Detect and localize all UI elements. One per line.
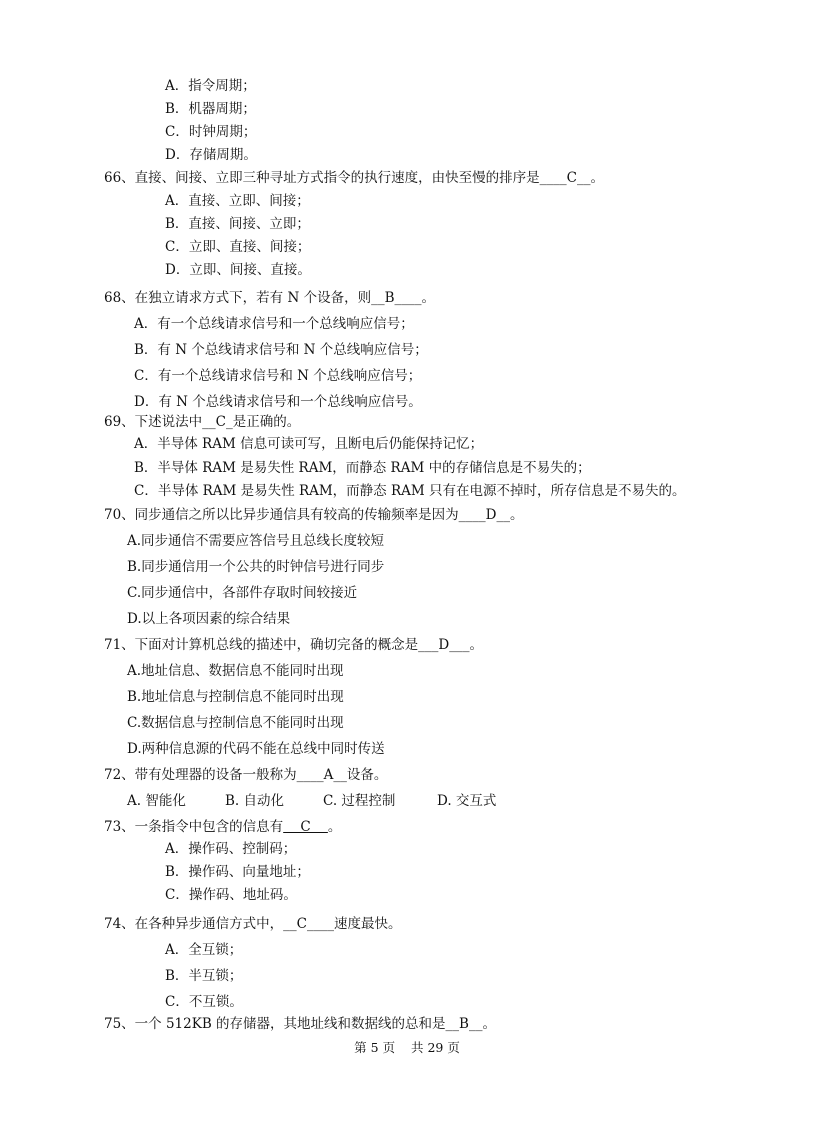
q65-option-c: C．时钟周期； — [165, 124, 257, 140]
q73-option-a: A．操作码、控制码； — [165, 841, 297, 857]
q73-prefix: 73、一条指令中包含的信息有 — [104, 819, 284, 835]
q68-question: 68、在独立请求方式下，若有 N 个设备，则__B____。 — [104, 290, 435, 306]
q69-option-a: A．半导体 RAM 信息可读可写，且断电后仍能保持记忆； — [134, 436, 484, 452]
q69-option-c: C．半导体 RAM 是易失性 RAM，而静态 RAM 只有在电源不掉时，所存信息是不易失的。 — [134, 483, 686, 499]
q68-option-a: A．有一个总线请求信号和一个总线响应信号； — [134, 316, 414, 332]
q69-option-b: B．半导体 RAM 是易失性 RAM，而静态 RAM 中的存储信息是不易失的； — [134, 460, 591, 476]
q66-option-a: A．直接、立即、间接； — [165, 193, 310, 209]
q71-option-b: B.地址信息与控制信息不能同时出现 — [127, 689, 344, 705]
q74-option-c: C．不互锁。 — [165, 994, 243, 1010]
q71-question: 71、下面对计算机总线的描述中，确切完备的概念是___D___。 — [104, 637, 484, 653]
q71-option-a: A.地址信息、数据信息不能同时出现 — [127, 663, 344, 679]
q65-option-d: D．存储周期。 — [165, 147, 257, 163]
q66-option-d: D．立即、间接、直接。 — [165, 262, 311, 278]
q73-suffix: 。 — [327, 819, 342, 835]
page-footer: 第 5 页 共 29 页 — [354, 1040, 460, 1055]
q68-option-b: B．有 N 个总线请求信号和 N 个总线响应信号； — [134, 342, 428, 358]
q68-option-c: C．有一个总线请求信号和 N 个总线响应信号； — [134, 368, 422, 384]
q71-option-d: D.两种信息源的代码不能在总线中同时传送 — [127, 741, 385, 757]
q70-option-b: B.同步通信用一个公共的时钟信号进行同步 — [127, 559, 385, 575]
q73-option-c: C．操作码、地址码。 — [165, 887, 297, 903]
q70-option-c: C.同步通信中，各部件存取时间较接近 — [127, 585, 358, 601]
q69-question: 69、下述说法中__C_是正确的。 — [104, 414, 301, 430]
q70-question: 70、同步通信之所以比异步通信具有较高的传输频率是因为____D__。 — [104, 507, 524, 523]
q73-answer: C — [283, 819, 328, 835]
q73-question — [104, 818, 341, 836]
q66-option-c: C．立即、直接、间接； — [165, 239, 311, 255]
q65-option-a: A．指令周期； — [165, 78, 256, 94]
q73-option-b: B．操作码、向量地址； — [165, 864, 310, 880]
q70-option-d: D.以上各项因素的综合结果 — [127, 611, 291, 627]
q68-option-d: D．有 N 个总线请求信号和一个总线响应信号。 — [134, 394, 422, 410]
q72-options-row — [127, 792, 496, 810]
q72-question: 72、带有处理器的设备一般称为____A__设备。 — [104, 767, 388, 783]
q70-option-a: A.同步通信不需要应答信号且总线长度较短 — [127, 533, 385, 549]
q72-option-b: B. 自动化 — [225, 793, 285, 809]
q66-option-b: B．直接、间接、立即； — [165, 216, 310, 232]
q72-option-a: A. 智能化 — [127, 793, 186, 809]
q74-option-a: A．全互锁； — [165, 942, 243, 958]
q72-option-c: C. 过程控制 — [323, 793, 396, 809]
q66-question: 66、直接、间接、立即三种寻址方式指令的执行速度，由快至慢的排序是____C__。 — [104, 170, 605, 186]
q65-option-b: B．机器周期； — [165, 101, 256, 117]
q71-option-c: C.数据信息与控制信息不能同时出现 — [127, 715, 344, 731]
q74-option-b: B．半互锁； — [165, 968, 243, 984]
q72-option-d: D. 交互式 — [437, 793, 497, 809]
q74-question: 74、在各种异步通信方式中，__C____速度最快。 — [104, 916, 402, 932]
q75-question: 75、一个 512KB 的存储器，其地址线和数据线的总和是__B__。 — [104, 1016, 496, 1032]
